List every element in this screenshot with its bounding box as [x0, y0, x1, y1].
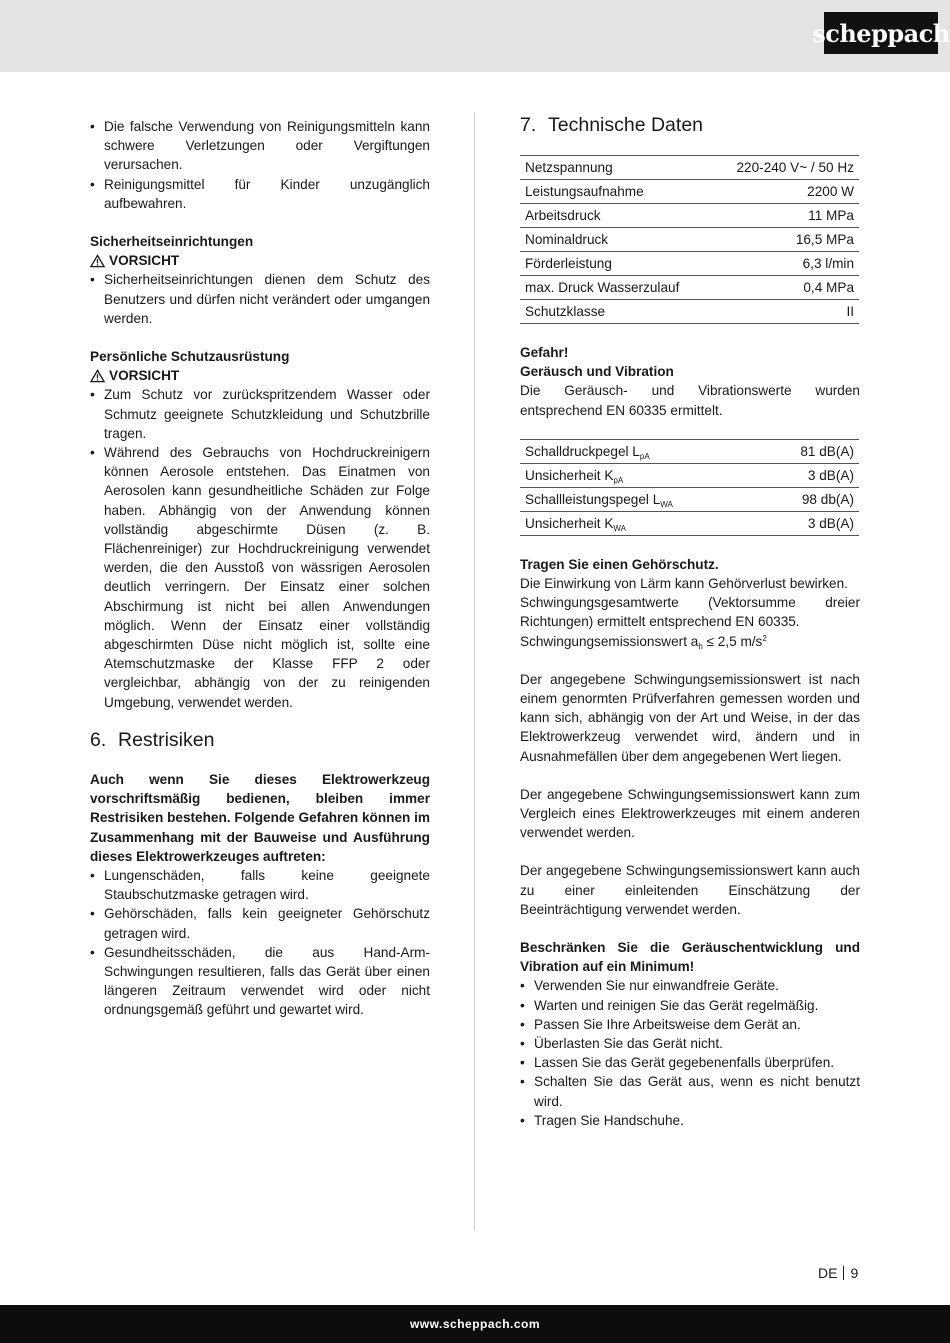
- minimize-heading: Beschränken Sie die Geräuschentwicklung und Vibration auf ein Minimum!: [520, 940, 860, 975]
- header-bar: [0, 0, 950, 72]
- section-number: 7.: [520, 114, 537, 136]
- minimize-list: [520, 976, 860, 1130]
- spec-label: max. Druck Wasserzulauf: [520, 276, 711, 300]
- spec-label: Leistungsaufnahme: [520, 180, 711, 204]
- spec-value: 81 dB(A): [762, 439, 859, 463]
- table-row: [520, 252, 859, 276]
- website-link[interactable]: www.scheppach.com: [409, 1317, 541, 1331]
- restrisiken-intro: Auch wenn Sie dieses Elektrowerkzeug vorschriftsmäßig bedienen, bleiben immer Restrisiken bestehen. Folgende Gefahren können im Zusammenhang mit der Bauweise und Ausführung dieses Elektrowerkzeuges auftreten:: [90, 771, 430, 864]
- section-title: Technische Daten: [548, 114, 704, 136]
- vibration-emission-value: Schwingungsemissionswert $a_h \le 2,5$ $m/s^2$: [520, 633, 767, 651]
- restrisiken-list: [90, 866, 430, 1020]
- list-item: • Verwenden Sie nur einwandfreie Geräte.: [520, 976, 860, 995]
- table-row: [520, 204, 859, 228]
- spec-label: Förderleistung: [520, 252, 711, 276]
- warning-triangle-icon: [90, 254, 105, 268]
- vibration-total-text: Schwingungsgesamtwerte (Vektorsumme dreier Richtungen) ermittelt entsprechend EN 60335.: [520, 595, 860, 630]
- vibration-paragraph: Der angegebene Schwingungsemissionswert ist nach einem genormten Prüfverfahren gemessen worden und kann sich, abhängig von der Art und Weise, in der das Elektrowerkzeug verwendet wird, ändern und in Ausnahmefällen über dem angegebenen Wert liegen.: [520, 671, 860, 764]
- language-code: DE: [818, 1265, 838, 1281]
- safety-devices-heading: Sicherheitseinrichtungen: [90, 234, 254, 250]
- ppe-list: [90, 385, 430, 711]
- section-heading-restrisiken: [90, 728, 430, 752]
- list-item: • Schalten Sie das Gerät aus, wenn es nicht benutzt wird.: [520, 1072, 860, 1110]
- caution-label: [90, 366, 430, 385]
- table-row: [520, 439, 859, 463]
- caution-text: VORSICHT: [109, 368, 180, 384]
- noise-data-table: [520, 439, 859, 536]
- spec-label: Netzspannung: [520, 156, 711, 180]
- intro-bullet-list: [90, 117, 430, 213]
- table-row: [520, 156, 859, 180]
- right-column: [520, 114, 860, 1130]
- section-number: 6.: [90, 728, 107, 751]
- scheppach-logo: scheppach: [824, 12, 938, 54]
- list-item: • Reinigungsmittel für Kinder unzugänglich aufbewahren.: [90, 175, 430, 213]
- list-item: • Überlasten Sie das Gerät nicht.: [520, 1034, 860, 1053]
- spec-label: Unsicherheit $K_{WA}$: [520, 511, 762, 535]
- spec-label: Nominaldruck: [520, 228, 711, 252]
- spec-label: Schutzklasse: [520, 300, 711, 324]
- spec-value: 0,4 MPa: [711, 276, 859, 300]
- list-item: • Lungenschäden, falls keine geeignete Staubschutzmaske getragen wird.: [90, 866, 430, 904]
- safety-devices-list: [90, 270, 430, 328]
- noise-heading: Geräusch und Vibration: [520, 364, 674, 380]
- list-item: • Warten und reinigen Sie das Gerät regelmäßig.: [520, 996, 860, 1015]
- caution-text: VORSICHT: [109, 253, 180, 269]
- spec-value: II: [711, 300, 859, 324]
- list-item: • Gehörschäden, falls kein geeigneter Gehörschutz getragen wird.: [90, 904, 430, 942]
- table-row: [520, 511, 859, 535]
- section-title: Restrisiken: [118, 728, 215, 751]
- spec-value: 98 db(A): [762, 487, 859, 511]
- table-row: [520, 180, 859, 204]
- spec-value: 220-240 V~ / 50 Hz: [711, 156, 859, 180]
- warning-triangle-icon: [90, 369, 105, 383]
- table-row: [520, 300, 859, 324]
- list-item: • Zum Schutz vor zurückspritzendem Wasser oder Schmutz geeignete Schutzkleidung und Schutzbrille tragen.: [90, 385, 430, 443]
- table-row: [520, 228, 859, 252]
- list-item: • Gesundheitsschäden, die aus Hand-Arm- Schwingungen resultieren, falls das Gerät über einen längeren Zeitraum verwendet wird oder nicht ordnungsgemäß geführt und gewartet wird.: [90, 943, 430, 1020]
- table-row: [520, 487, 859, 511]
- spec-value: 6,3 l/min: [711, 252, 859, 276]
- tech-data-table: [520, 155, 859, 324]
- danger-label: Gefahr!: [520, 345, 569, 360]
- section-heading-technische-daten: [520, 113, 860, 137]
- ppe-heading: Persönliche Schutzausrüstung: [90, 349, 290, 365]
- page-number-value: 9: [850, 1265, 859, 1281]
- hearing-text: Die Einwirkung von Lärm kann Gehörverlust bewirken.: [520, 576, 848, 592]
- vibration-paragraph: Der angegebene Schwingungsemissionswert kann zum Vergleich eines Elektrowerkzeuges mit einem anderen verwendet werden.: [520, 786, 860, 841]
- spec-label: Unsicherheit $K_{pA}$: [520, 463, 762, 487]
- list-item: • Lassen Sie das Gerät gegebenenfalls überprüfen.: [520, 1053, 860, 1072]
- page-number: [818, 1264, 858, 1282]
- spec-value: 11 MPa: [711, 204, 859, 228]
- list-item: • Die falsche Verwendung von Reinigungsmitteln kann schwere Verletzungen oder Vergiftungen verursachen.: [90, 117, 430, 175]
- footer-bar: [0, 1305, 950, 1343]
- list-item: • Sicherheitseinrichtungen dienen dem Schutz des Benutzers und dürfen nicht verändert oder umgangen werden.: [90, 270, 430, 328]
- spec-value: 3 dB(A): [762, 511, 859, 535]
- caution-label: [90, 251, 430, 270]
- table-row: [520, 276, 859, 300]
- list-item: • Tragen Sie Handschuhe.: [520, 1111, 860, 1130]
- table-row: [520, 463, 859, 487]
- column-divider: [474, 112, 475, 1230]
- vibration-paragraph: Der angegebene Schwingungsemissionswert kann auch zu einer einleitenden Einschätzung der Beeinträchtigung verwendet werden.: [520, 863, 860, 917]
- spec-value: 2200 W: [711, 180, 859, 204]
- noise-intro: Die Geräusch- und Vibrationswerte wurden entsprechend EN 60335 ermittelt.: [520, 383, 860, 418]
- hearing-protection-heading: Tragen Sie einen Gehörschutz.: [520, 556, 719, 572]
- spec-label: Schallleistungspegel $L_{WA}$: [520, 487, 762, 511]
- spec-value: 3 dB(A): [762, 463, 859, 487]
- list-item: • Passen Sie Ihre Arbeitsweise dem Gerät an.: [520, 1015, 860, 1034]
- list-item: • Während des Gebrauchs von Hochdruckreinigern können Aerosole entstehen. Das Einatmen von Aerosolen kann gesundheitliche Schäden zur Folge haben. Abhängig von der Anwendung können vollständig abgeschirmte Düsen (z. B. Flächenreiniger) zur Hochdruckreinigung verwendet werden, die den Ausstoß von wässrigen Aerosolen deutlich verringern. Der Einsatz einer solchen Abschirmung ist nicht bei allen Anwendungen möglich. Wenn der Einsatz einer vollständig abgeschirmten Düse nicht möglich ist, sollte eine Atemschutzmaske der Klasse FFP 2 oder vergleichbar, abhängig von der zu reinigenden Umgebung, verwendet werden.: [90, 443, 430, 712]
- spec-value: 16,5 MPa: [711, 228, 859, 252]
- left-column: [90, 117, 430, 1020]
- spec-label: Arbeitsdruck: [520, 204, 711, 228]
- spec-label: Schalldruckpegel $L_{pA}$: [520, 439, 762, 463]
